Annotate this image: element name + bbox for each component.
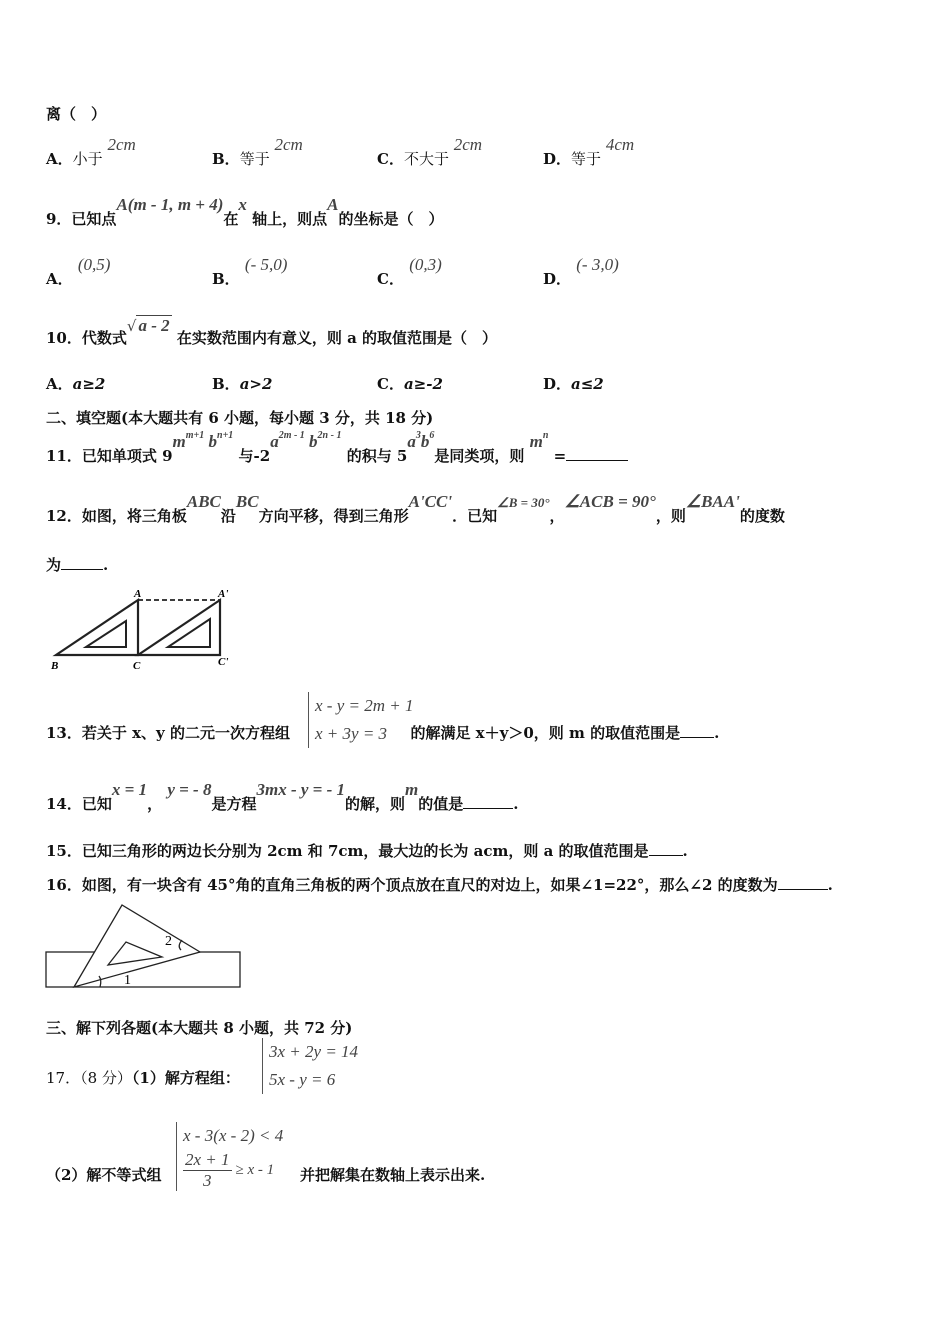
q10-stem: 10．代数式√ a - 2 在实数范围内有意义，则 a 的取值范围是（ ） [46,316,498,347]
q9-option-a[interactable]: A． (0,5) [46,255,111,288]
q8-option-d[interactable]: D．等于 4cm [543,135,635,168]
label-B: B [51,660,59,672]
q10-option-c[interactable]: C．a≥-2 [377,375,443,393]
label-C: C [133,660,141,672]
q8-option-a[interactable]: A．小于 2cm [46,135,136,168]
q13-equation-system: x - y = 2m + 1 x + 3y = 3 [308,692,413,748]
q8-option-b[interactable]: B．等于 2cm [212,135,303,168]
q17-part1: 17．（8 分）（1）解方程组： [46,1069,240,1087]
q14-stem: 14．已知x = 1， y = - 8是方程3mx - y = - 1的解，则m的值是 . [46,780,519,813]
q9-option-c[interactable]: C． (0,3) [377,255,442,288]
triangle-acc-inner [168,619,210,647]
q12-answer-blank[interactable] [61,555,103,570]
q16-answer-blank[interactable] [778,875,828,890]
q16-stem: 16．如图，有一块含有 45°角的直角三角板的两个顶点放在直尺的对边上，如果∠1=22°，那么∠2 的度数为 . [46,876,833,894]
angle-1-arc [99,976,101,987]
q15-stem: 15．已知三角形的两边长分别为 2cm 和 7cm，最大边的长为 acm，则 a 的取值范围是 . [46,842,688,860]
q11-stem: 11．已知单项式 $9m^{m+1}$ $b^{n+1}$ 与$-2a^{2m - 1}$ $b^{2n - 1}$ 的积与 $5a^3b^6$是同类项，则 $m^n$ = [46,445,628,466]
q17-inequality-system: x - 3(x - 2) < 4 $\frac{2x + 1}{3}$ ≥ x - 1 [176,1122,283,1191]
section-3-heading: 三、解下列各题(本大题共 8 小题，共 72 分) [46,1019,353,1037]
q12-stem: 12．如图，将三角板ABC沿BC方向平移，得到三角形A'CC'．已知∠B = 30°，∠ACB = 90°，则∠BAA'的度数 [46,492,785,525]
q10-option-d[interactable]: D．a≤2 [543,375,604,393]
triangle-abc-inner [86,621,126,647]
q9-option-b[interactable]: B． (- 5,0) [212,255,288,288]
label-1: 1 [124,973,131,988]
q10-option-b[interactable]: B．a>2 [212,375,273,393]
q16-ruler-triangle-figure [44,902,246,992]
q9-stem: 9．已知点A(m - 1, m + 4)在x 轴上，则点A的坐标是（ ） [46,195,444,228]
q11-answer-blank[interactable] [566,446,628,461]
q8-option-c[interactable]: C．不大于 2cm [377,135,483,168]
label-2: 2 [165,934,172,949]
q10-option-a[interactable]: A．a≥2 [46,375,106,393]
q17-part2: （2）解不等式组 [46,1166,162,1184]
q12-line2: 为 . [46,556,109,574]
label-A-prime: A' [218,588,229,600]
q14-answer-blank[interactable] [463,794,513,809]
q17-part2-tail: 并把解集在数轴上表示出来. [300,1166,486,1184]
q9-option-d[interactable]: D． (- 3,0) [543,255,619,288]
q12-translation-figure [46,585,246,675]
q8-tail: 离（ ） [46,105,107,123]
label-C-prime: C' [218,656,229,668]
q13-stem: 13．若关于 x、y 的二元一次方程组 的解满足 x＋y＞0，则 m 的取值范围是 . [46,724,720,742]
q15-answer-blank[interactable] [649,841,683,856]
section-2-heading: 二、填空题(本大题共有 6 小题，每小题 3 分，共 18 分) [46,409,434,427]
label-A: A [134,588,142,600]
q17-equation-system: 3x + 2y = 14 5x - y = 6 [262,1038,358,1094]
q13-answer-blank[interactable] [680,723,714,738]
